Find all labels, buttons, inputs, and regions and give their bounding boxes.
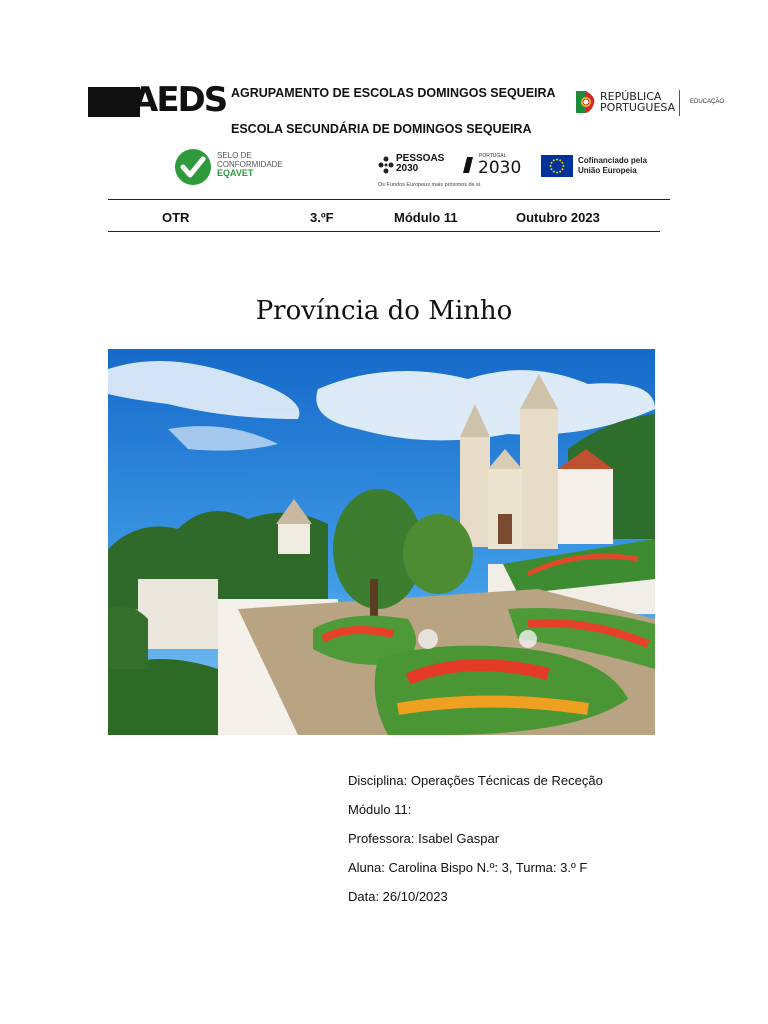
school-name: ESCOLA SECUNDÁRIA DE DOMINGOS SEQUEIRA — [231, 122, 532, 136]
aeds-logo: AEDS — [88, 86, 228, 118]
portugal-2030-icon — [461, 155, 475, 175]
teacher-line: Professora: Isabel Gaspar — [348, 831, 500, 846]
date-line: Data: 26/10/2023 — [348, 889, 448, 904]
portugal-flag-icon — [574, 89, 596, 115]
course-code: OTR — [162, 210, 190, 225]
document-details — [348, 766, 603, 911]
student-line: Aluna: Carolina Bispo N.º: 3, Turma: 3.º F — [348, 860, 588, 875]
module-line: Módulo 11: — [348, 802, 412, 817]
header-rule-top — [108, 199, 670, 200]
portugal-2030-label: 2030 — [478, 158, 522, 178]
eqavet-label: SELO DE CONFORMIDADE EQAVET — [217, 151, 283, 178]
pessoas-2030-label: PESSOAS 2030 — [396, 153, 445, 174]
school-group-name: AGRUPAMENTO DE ESCOLAS DOMINGOS SEQUEIRA — [231, 86, 556, 100]
eu-flag-icon — [541, 155, 573, 177]
eqavet-check-icon — [174, 148, 212, 186]
portugal-label: PORTUGAL — [479, 153, 507, 159]
logo-divider — [679, 90, 680, 116]
pessoas-2030-icon — [378, 155, 394, 175]
header-rule-bottom — [108, 231, 660, 232]
republic-logo-text: REPÚBLICA PORTUGUESA — [600, 90, 676, 114]
module-label: Módulo 11 — [394, 210, 458, 225]
page-title: Província do Minho — [255, 296, 513, 326]
date-label: Outubro 2023 — [516, 210, 600, 225]
sanctuary-garden-photo — [108, 349, 655, 735]
ministry-label: EDUCAÇÃO — [690, 99, 725, 105]
class-label: 3.ºF — [310, 210, 334, 225]
eu-cofinanced-label: Cofinanciado pela União Europeia — [578, 156, 647, 175]
subject-line: Disciplina: Operações Técnicas de Receção — [348, 773, 603, 788]
funding-tagline: Os Fundos Europeus mais próximos de si. — [378, 182, 482, 188]
